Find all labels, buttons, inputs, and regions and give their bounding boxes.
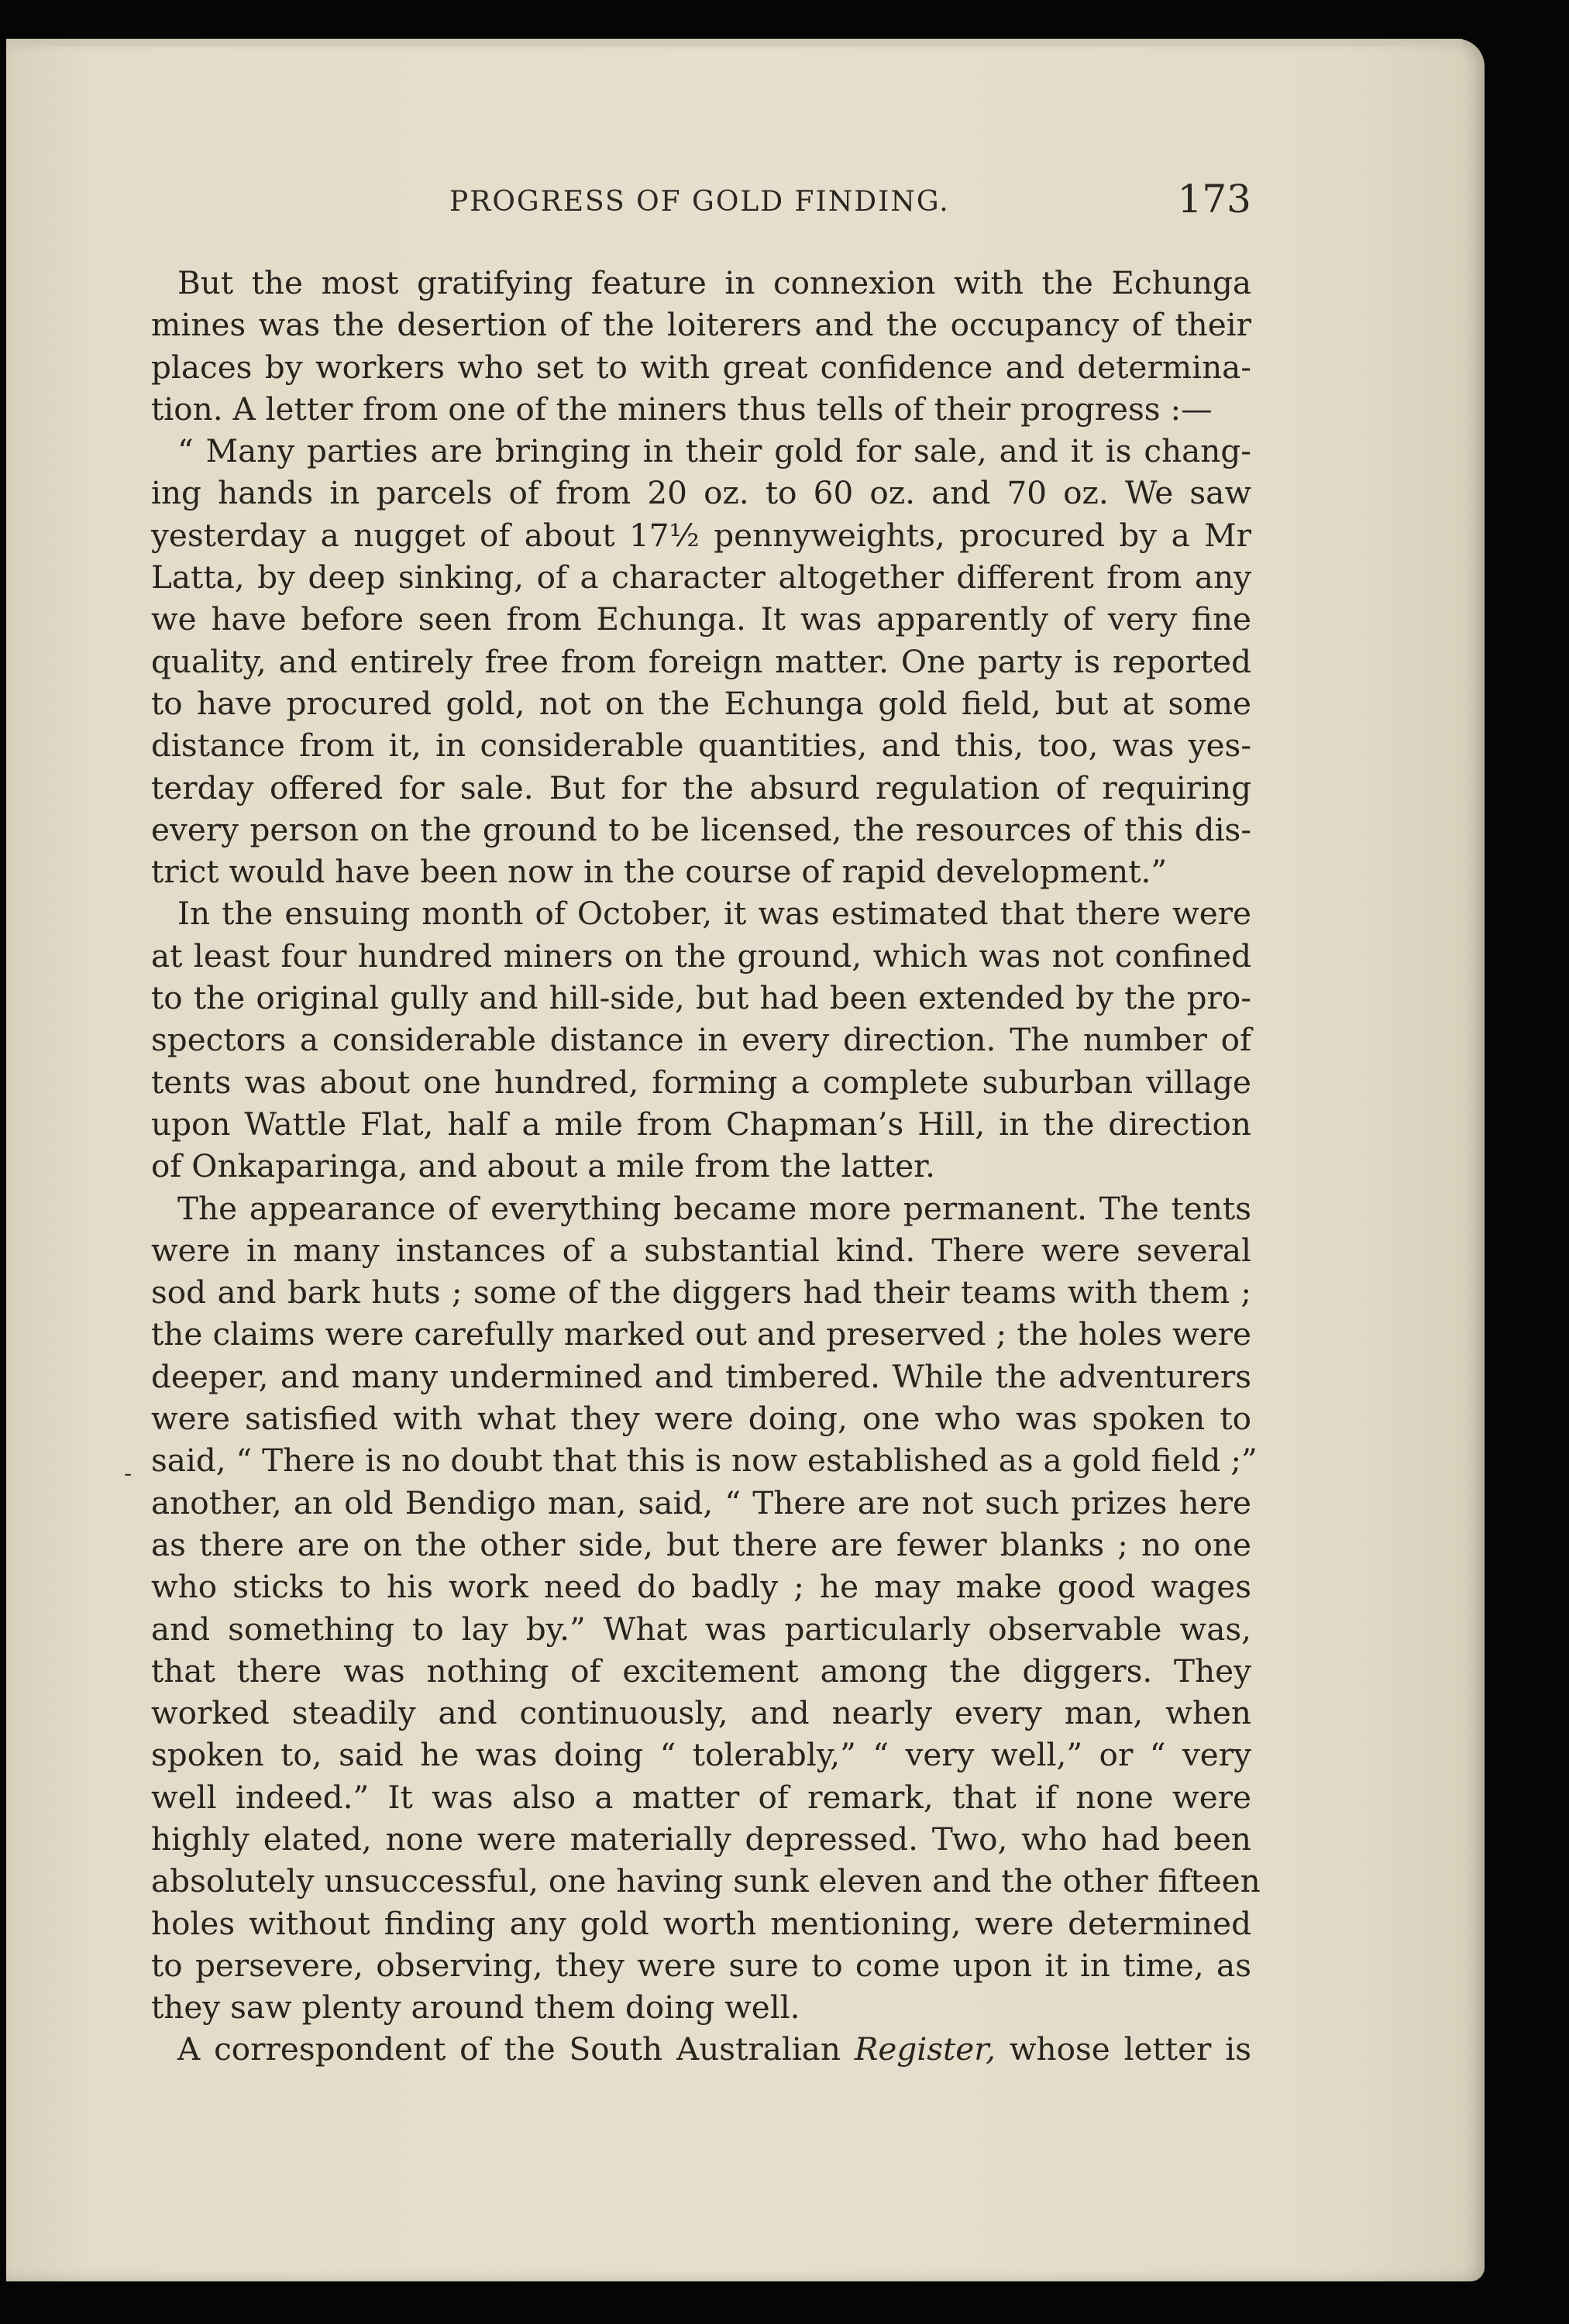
text-line: “ Many parties are bringing in their gold for sale, and it is chang-: [177, 432, 1251, 470]
text-line: But the most gratifying feature in connexion with the Echunga: [177, 264, 1251, 301]
text-line: yesterday a nugget of about 17½ pennyweights, procured by a Mr: [151, 516, 1251, 554]
text-line: tion. A letter from one of the miners thus tells of their progress :—: [151, 390, 1213, 428]
text-line: absolutely unsuccessful, one having sunk eleven and the other fifteen: [151, 1862, 1261, 1900]
text-line: deeper, and many undermined and timbered. While the adventurers: [151, 1357, 1251, 1395]
text-line: well indeed.” It was also a matter of remark, that if none were: [151, 1778, 1251, 1816]
text-line: In the ensuing month of October, it was estimated that there were: [177, 895, 1251, 933]
text-line: worked steadily and continuously, and nearly every man, when: [151, 1694, 1251, 1732]
page-edge: [6, 39, 1463, 46]
text-line: tents was about one hundred, forming a complete suburban village: [151, 1063, 1251, 1101]
text-line: terday offered for sale. But for the absurd regulation of requiring: [151, 768, 1251, 806]
text-line: of Onkaparinga, and about a mile from the latter.: [151, 1147, 936, 1185]
text-line: mines was the desertion of the loiterers and the occupancy of their: [151, 306, 1251, 344]
text-line: they saw plenty around them doing well.: [151, 1989, 800, 2027]
text-line: to the original gully and hill-side, but had been extended by the pro-: [151, 979, 1251, 1017]
text-line: places by workers who set to with great confidence and determina-: [151, 348, 1251, 386]
text-line: distance from it, in considerable quantities, and this, too, was yes-: [151, 727, 1251, 765]
text-line: that there was nothing of excitement among the diggers. They: [151, 1652, 1251, 1690]
text-line: A correspondent of the South Australian Register, whose letter is: [177, 2030, 1251, 2068]
text-line: and something to lay by.” What was particularly observable was,: [151, 1610, 1251, 1648]
text-line: ing hands in parcels of from 20 oz. to 60 oz. and 70 oz. We saw: [151, 474, 1251, 512]
text-line: as there are on the other side, but there are fewer blanks ; no one: [151, 1525, 1251, 1563]
text-line: who sticks to his work need do badly ; he may make good wages: [151, 1568, 1251, 1606]
margin-mark: -: [124, 1460, 132, 1487]
text-line: quality, and entirely free from foreign matter. One party is reported: [151, 642, 1251, 680]
text-line: spoken to, said he was doing “ tolerably,” “ very well,” or “ very: [151, 1736, 1251, 1774]
body-text: [151, 262, 1261, 2071]
text-line: to have procured gold, not on the Echunga gold field, but at some: [151, 684, 1251, 722]
text-line: holes without finding any gold worth mentioning, were determined: [151, 1904, 1251, 1942]
text-line: trict would have been now in the course of rapid development.”: [151, 853, 1168, 891]
text-line: were in many instances of a substantial kind. There were several: [151, 1231, 1251, 1269]
text-line: highly elated, none were materially depressed. Two, who had been: [151, 1820, 1251, 1858]
page-header: [151, 177, 1251, 223]
running-title: PROGRESS OF GOLD FINDING.: [449, 186, 950, 218]
text-line: said, “ There is no doubt that this is now established as a gold field ;”: [151, 1442, 1258, 1480]
text-line: were satisfied with what they were doing, one who was spoken to: [151, 1400, 1251, 1438]
text-line: spectors a considerable distance in every direction. The number of: [151, 1021, 1251, 1059]
text-line: every person on the ground to be licensed, the resources of this dis-: [151, 810, 1251, 848]
text-line: The appearance of everything became more permanent. The tents: [177, 1189, 1251, 1227]
text-line: the claims were carefully marked out and preserved ; the holes were: [151, 1315, 1251, 1353]
text-line: upon Wattle Flat, half a mile from Chapman’s Hill, in the direction: [151, 1105, 1251, 1143]
text-line: Latta, by deep sinking, of a character altogether different from any: [151, 559, 1251, 596]
text-line: sod and bark huts ; some of the diggers had their teams with them ;: [151, 1274, 1251, 1312]
text-line: at least four hundred miners on the ground, which was not confined: [151, 937, 1251, 975]
text-line: we have before seen from Echunga. It was apparently of very fine: [151, 600, 1251, 638]
page-number: 173: [1177, 177, 1251, 222]
text-line: another, an old Bendigo man, said, “ There are not such prizes here: [151, 1483, 1251, 1521]
text-line: to persevere, observing, they were sure to come upon it in time, as: [151, 1946, 1251, 1984]
